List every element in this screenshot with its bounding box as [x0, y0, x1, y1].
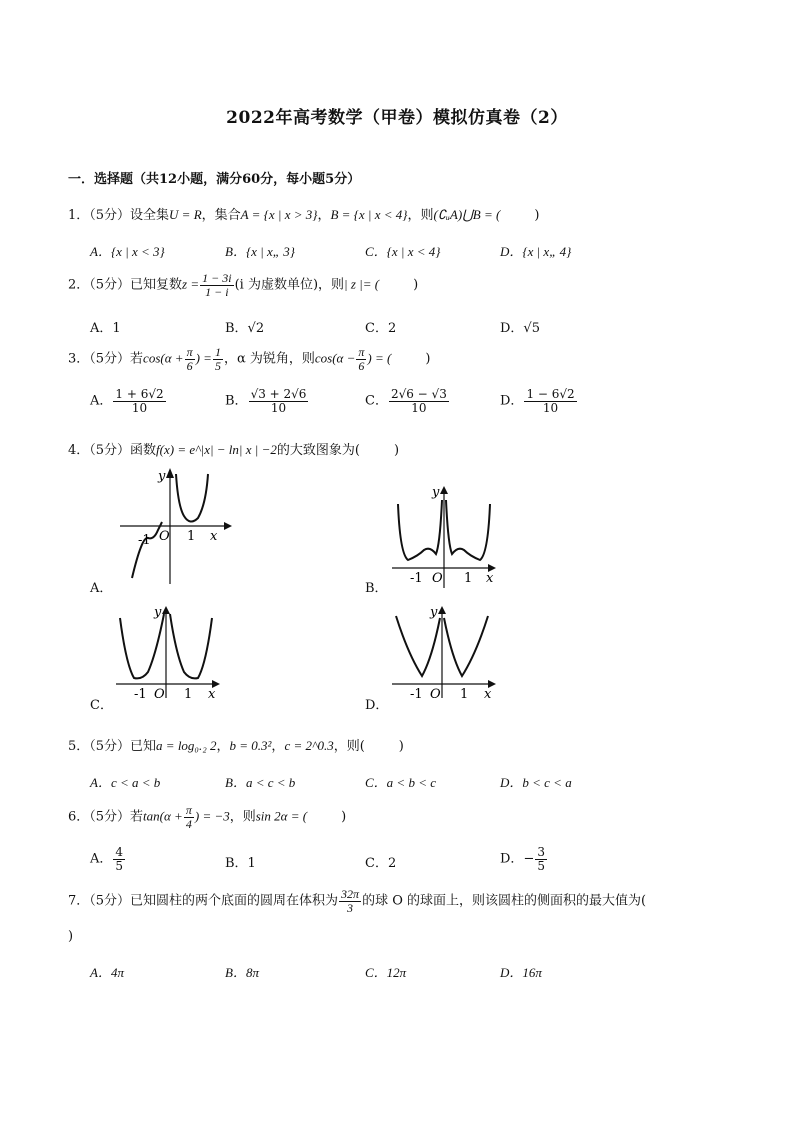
q7-text-post: 的球 O 的球面上，则该圆柱的侧面积的最大值为( — [362, 893, 647, 909]
svg-text:x: x — [210, 529, 218, 544]
q3-value-fraction: $\frac{1}{5}$ — [214, 345, 221, 373]
q1-set-b: B = {x | x < 4} — [330, 207, 408, 222]
q1-option-a[interactable]: A．{x | x < 3} — [90, 244, 165, 259]
q5-option-d[interactable]: D．b < c < a — [500, 775, 572, 790]
q4-option-d[interactable]: D． — [365, 698, 389, 713]
q4-text-pre: 4．（5分）函数 — [68, 443, 157, 458]
question-1 — [68, 204, 539, 223]
q3-close: ) — [425, 351, 431, 367]
svg-text:-1: -1 — [410, 687, 423, 700]
q2-z: z = — [182, 276, 200, 292]
svg-text:-1: -1 — [410, 571, 423, 586]
q3-text-pre: 3．（5分）若 — [68, 351, 144, 367]
q5-close: ) — [398, 739, 404, 754]
question-7 — [68, 888, 646, 914]
q7-close: ) — [68, 929, 74, 944]
svg-text:x: x — [484, 687, 492, 700]
q7-text-pre: 7．（5分）已知圆柱的两个底面的圆周在体积为 — [68, 893, 339, 909]
q7-option-d[interactable]: D．16π — [500, 965, 542, 980]
q6-text-mid: ，则 — [229, 809, 256, 825]
svg-text:y: y — [432, 485, 440, 500]
q2-option-d[interactable]: D．√5 — [500, 321, 540, 336]
q1-expr: (∁ᵤA)⋃B = ( — [433, 207, 501, 222]
svg-text:y: y — [158, 469, 166, 484]
q6-option-a[interactable]: A． $\frac{4}{5}$ — [90, 845, 124, 873]
q2-option-b[interactable]: B．√2 — [225, 321, 265, 336]
q4-option-c[interactable]: C． — [90, 698, 113, 713]
q5-b: b = 0.3² — [229, 738, 272, 753]
q2-close: ) — [413, 277, 419, 293]
question-3 — [68, 346, 430, 372]
q5-text-pre: 5．（5分）已知 — [68, 739, 157, 754]
q7-option-a[interactable]: A．4π — [90, 965, 124, 980]
q3-expr1-fraction: $\frac{\pi}{6}$ — [186, 345, 193, 373]
q6-expr-post: ) = −3 — [194, 808, 230, 824]
q6-expr-pre: tan(α + — [143, 808, 183, 824]
svg-text:O: O — [159, 529, 170, 544]
svg-text:1: 1 — [460, 687, 469, 700]
q4-close: ) — [393, 443, 400, 458]
q6-text-pre: 6．（5分）若 — [68, 809, 144, 825]
svg-text:1: 1 — [184, 687, 193, 700]
q3-option-a[interactable]: A． $\frac{1 + 6√2}{10}$ — [90, 387, 164, 415]
q4-graph-a[interactable] — [112, 466, 232, 590]
svg-text:O: O — [432, 571, 443, 586]
question-6 — [68, 804, 346, 830]
q4-graph-b[interactable] — [388, 484, 498, 590]
section-heading: 一．选择题（共12小题，满分60分，每小题5分） — [68, 172, 361, 187]
q3-option-c[interactable]: C． $\frac{2√6 - √3}{10}$ — [365, 387, 447, 415]
q4-option-a[interactable]: A． — [90, 581, 113, 596]
question-2 — [68, 272, 418, 298]
q2-expr: | z |= ( — [344, 276, 380, 292]
svg-text:y: y — [430, 605, 438, 620]
svg-text:y: y — [154, 605, 162, 620]
q4-function: f(x) = e^|x| − ln| x | −2 — [156, 442, 277, 457]
q4-graph-d[interactable] — [388, 604, 498, 700]
q3-option-d[interactable]: D． $\frac{1 - 6√2}{10}$ — [500, 387, 575, 415]
q1-text-mid2: ，则 — [407, 208, 434, 223]
q1-option-b[interactable]: B．{x | x„ 3} — [225, 244, 295, 259]
q1-universal-set: U = R — [169, 207, 202, 222]
q3-text-mid: ，α 为锐角，则 — [223, 351, 315, 367]
q6-option-b[interactable]: B．1 — [225, 856, 256, 871]
q2-option-c[interactable]: C．2 — [365, 321, 397, 336]
svg-text:O: O — [154, 687, 165, 700]
q7-option-b[interactable]: B．8π — [225, 965, 259, 980]
q4-graph-c[interactable] — [112, 604, 222, 700]
q5-option-c[interactable]: C．a < b < c — [365, 775, 436, 790]
q5-option-b[interactable]: B．a < c < b — [225, 775, 296, 790]
q4-text-post: 的大致图象为( — [276, 443, 360, 458]
question-4 — [68, 439, 399, 458]
q3-option-b[interactable]: B． $\frac{√3 + 2√6}{10}$ — [225, 387, 307, 415]
q5-text-post: ，则( — [333, 739, 365, 754]
svg-text:1: 1 — [464, 571, 473, 586]
svg-text:x: x — [208, 687, 216, 700]
q1-text-mid1: ，集合 — [201, 208, 241, 223]
q2-option-a[interactable]: A．1 — [90, 321, 121, 336]
q5-a: a = log₀.₂ 2 — [156, 738, 217, 753]
q1-option-d[interactable]: D．{x | x„ 4} — [500, 244, 572, 259]
q6-option-c[interactable]: C．2 — [365, 856, 397, 871]
q2-text-mid: (i 为虚数单位)，则 — [234, 277, 345, 293]
q1-set-a: A = {x | x > 3} — [240, 207, 318, 222]
q6-fraction: $\frac{\pi}{4}$ — [185, 803, 192, 831]
q1-option-c[interactable]: C．{x | x < 4} — [365, 244, 441, 259]
q1-sep: ， — [317, 208, 331, 223]
svg-text:-1: -1 — [134, 687, 147, 700]
q3-expr1-post: ) = — [195, 350, 212, 366]
q2-fraction: $\frac{1 - 3i}{1 - i}$ — [202, 271, 232, 299]
q1-close: ) — [534, 208, 540, 223]
q3-expr2-post: ) = ( — [367, 350, 392, 366]
q6-expr2: sin 2α = ( — [255, 808, 308, 824]
question-5: 5．（5分）已知a = log₀.₂ 2，b = 0.3²，c = 2^0.3，则( ) — [68, 738, 404, 754]
q1-text-pre: 1．（5分）设全集 — [68, 208, 170, 223]
q4-option-b[interactable]: B． — [365, 581, 388, 596]
q3-expr2-pre: cos(α − — [314, 350, 356, 366]
q5-c: c = 2^0.3 — [284, 738, 334, 753]
q7-fraction: $\frac{32\pi}{3}$ — [341, 887, 360, 915]
q7-option-c[interactable]: C．12π — [365, 965, 407, 980]
q3-expr1-pre: cos(α + — [143, 350, 184, 366]
svg-text:-1: -1 — [138, 533, 151, 548]
q6-close: ) — [341, 809, 347, 825]
q3-expr2-fraction: $\frac{\pi}{6}$ — [358, 345, 365, 373]
page-title: 2022年高考数学（甲卷）模拟仿真卷（2） — [226, 108, 568, 128]
svg-text:1: 1 — [187, 529, 196, 544]
q2-text-pre: 2．（5分）已知复数 — [68, 277, 183, 293]
q6-option-d[interactable]: D．− $\frac{3}{5}$ — [500, 845, 545, 873]
q5-option-a[interactable]: A．c < a < b — [90, 775, 161, 790]
svg-text:O: O — [430, 687, 441, 700]
svg-text:x: x — [486, 571, 494, 586]
